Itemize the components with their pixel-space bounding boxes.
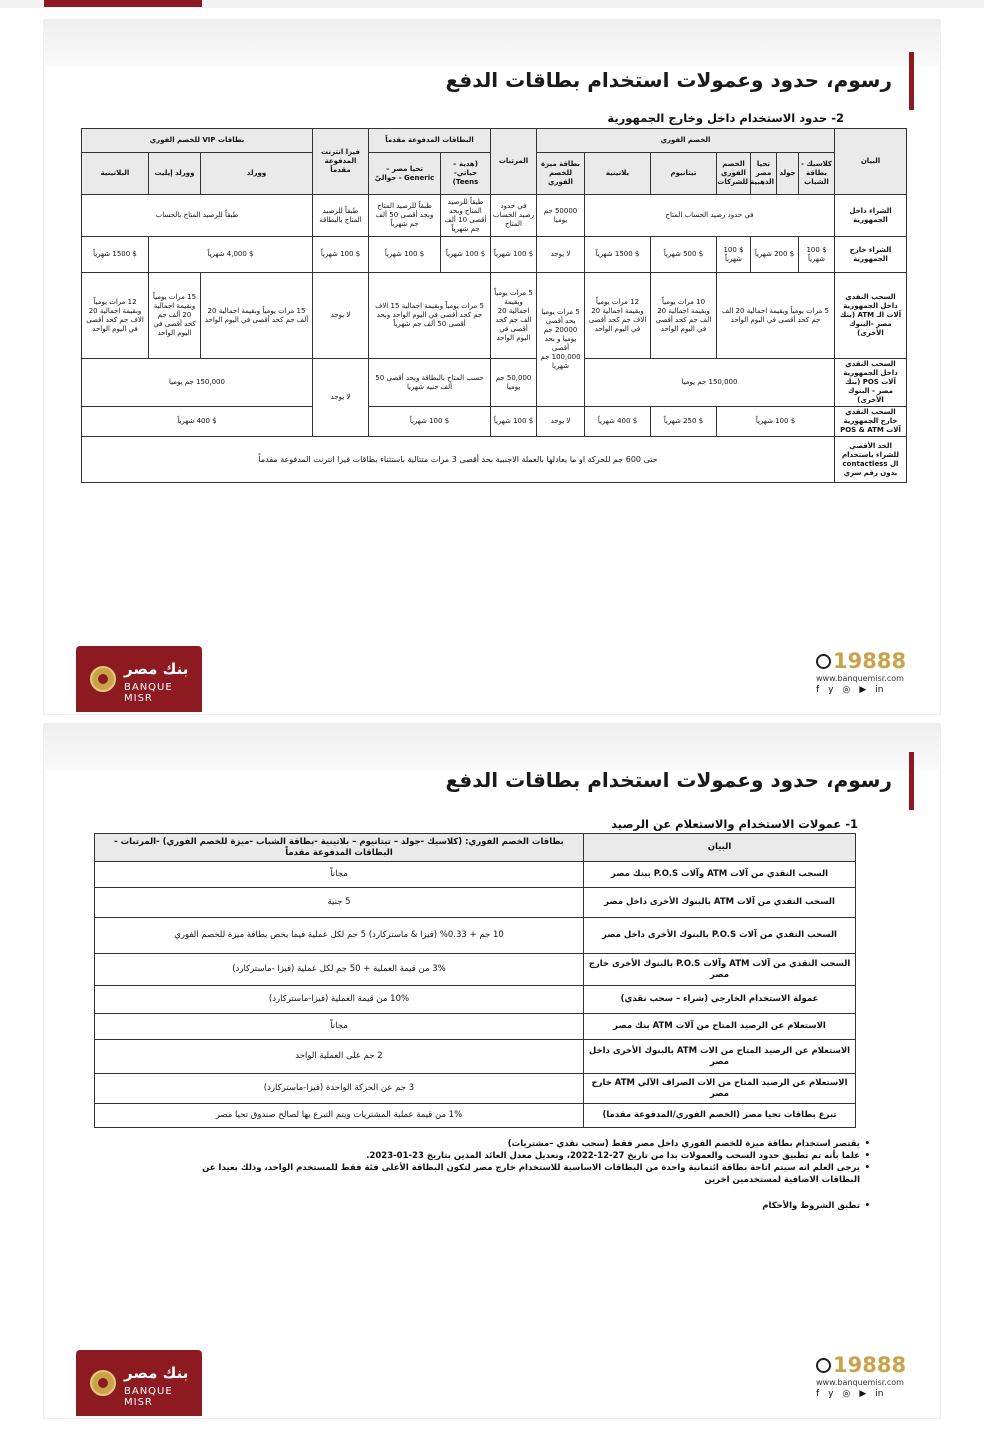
cell-abroad-generic: $ 100 شهرياً — [369, 237, 441, 273]
header-visa-internet: فيزا انترنت المدفوعة مقدماً — [313, 129, 369, 195]
fee-row-label: الاستعلام عن الرصيد المتاح من الات الصراف الآلي ATM خارج مصر — [584, 1074, 856, 1104]
cell-abroad-visa-internet: $ 100 شهرياً — [313, 237, 369, 273]
fee-row-value: 1% من قيمة عملية المشتريات ويتم التبرع بها لصالح صندوق تحيا مصر — [95, 1104, 584, 1128]
cell-abroad-titanium: $ 500 شهرياً — [651, 237, 717, 273]
subheader-generic: تحيا مصر – Generic - حواليّ — [369, 153, 441, 195]
note-item: • علما بأنه تم تطبيق حدود السحب والعمولات بدا من تاريخ 27-12-2022، وتعديل معدل العائد المدين بتاريخ 23-01-2023. — [170, 1150, 870, 1162]
page-header-band — [44, 724, 940, 770]
row-label-purchase-abroad: الشراء خارج الجمهورية — [835, 237, 907, 273]
row-label-purchase-local: الشراء داخل الجمهورية — [835, 195, 907, 237]
social-links — [816, 1389, 906, 1399]
cell-pos-debit: 150,000 جم يوميا — [585, 359, 835, 407]
header-prepaid: البطاقات المدفوعة مقدماً — [369, 129, 491, 153]
cell-abroad-vip-world: $ 4,000 شهرياً — [149, 237, 313, 273]
bank-seal-icon — [90, 666, 116, 692]
cell-abroad-meeza: لا يوجد — [537, 237, 585, 273]
cell-pos-visa-internet: لا يوجد — [313, 359, 369, 437]
cell-purchase-local-payroll: في حدود رصيد الحساب المتاح — [491, 195, 537, 237]
top-strip — [0, 0, 984, 8]
title-accent-bar — [909, 52, 914, 110]
hotline-number: 19888 — [833, 649, 907, 673]
section-title: 2- حدود الاستخدام داخل وخارج الجمهورية — [607, 111, 844, 125]
fee-row-label: السحب النقدي من آلات ATM وآلات P.O.S ببنك مصر — [584, 862, 856, 888]
subheader-corporate: الخصم الفوري للشركات — [717, 153, 751, 195]
subheader-vip-world: وورلد — [201, 153, 313, 195]
row-label-contactless: الحد الأقصى للشراء باستخدام ال contactless بدون رقم سري — [835, 437, 907, 483]
title-accent-bar — [909, 752, 914, 810]
cell-abroad-teens: $ 100 شهرياً — [441, 237, 491, 273]
document-page-1 — [44, 20, 940, 714]
document-page-2 — [44, 724, 940, 1418]
fee-row-label: تبرع بطاقات تحيا مصر (الخصم الفوري/المدفوعة مقدما) — [584, 1104, 856, 1128]
bank-logo — [76, 1350, 202, 1416]
page-header-band — [44, 20, 940, 66]
fee-row-label: عمولة الاستخدام الخارجي (شراء – سحب نقدي) — [584, 986, 856, 1014]
cell-atm-visa-internet: لا يوجد — [313, 273, 369, 359]
video-icon[interactable]: ▶ — [859, 1389, 867, 1399]
bank-logo — [76, 646, 202, 712]
facebook-icon[interactable]: f — [816, 1389, 820, 1399]
cell-cashab-platinum: $ 400 شهرياً — [585, 407, 651, 437]
instagram-icon[interactable]: ◎ — [842, 685, 851, 695]
cell-abroad-classic: $ 100 شهرياً — [799, 237, 835, 273]
cell-cashab-prepaid: $ 100 شهرياً — [369, 407, 491, 437]
row-label-cash-atm-local: السحب النقدي داخل الجمهورية آلات الـ ATM (بنك مصر -البنوك الأخرى) — [835, 273, 907, 359]
fee-row-value: 10 جم + 0.33% (فيزا & ماستركارد) 5 جم لكل عملية فيما يخص بطاقة ميزة للخصم الفوري — [95, 918, 584, 954]
cell-contactless: حتى 600 جم للحركة او ما يعادلها بالعملة الاجنبية بحد أقصى 3 مرات متتالية باستثناء بطاقات فيزا انترنت المدفوعة مقدماً — [82, 437, 835, 483]
fee-row-value: 5 جنية — [95, 888, 584, 918]
row-label-cash-pos-local: السحب النقدي داخل الجمهورية آلات POS (بنك مصر - البنوك الأخرى) — [835, 359, 907, 407]
cell-abroad-payroll: $ 100 شهرياً — [491, 237, 537, 273]
facebook-icon[interactable]: f — [816, 685, 820, 695]
cell-cashab-meeza: لا يوجد — [537, 407, 585, 437]
fee-row-label: الاستعلام عن الرصيد المتاح من آلات ATM بنك مصر — [584, 1014, 856, 1040]
cell-purchase-local-teens: طبقاً للرصيد المتاح وبحد أقصى 10 ألف جم شهرياً — [441, 195, 491, 237]
cell-cashab-titanium: $ 250 شهرياً — [651, 407, 717, 437]
top-strip-accent — [44, 0, 202, 7]
subheader-titanium: تيتانيوم — [651, 153, 717, 195]
fee-row-value: مجاناً — [95, 862, 584, 888]
header-item: البيان — [835, 129, 907, 195]
cell-cashab-payroll: $ 100 شهرياً — [491, 407, 537, 437]
fee-row-label: السحب النقدي من آلات ATM بالبنوك الأخرى داخل مصر — [584, 888, 856, 918]
usage-limits-table — [81, 128, 907, 483]
subheader-classic: كلاسيك - بطاقة الشباب — [799, 153, 835, 195]
social-links — [816, 685, 906, 695]
cell-atm-vip-platinum: 12 مرات يومياً وبقيمة اجمالية 20 الاف جم كحد أقصى في اليوم الواحد — [82, 273, 149, 359]
subheader-vip-world-elite: وورلد إيليت — [149, 153, 201, 195]
hotline-number: 19888 — [833, 1353, 907, 1377]
logo-english-text: BANQUE MISR — [124, 1386, 173, 1408]
cell-atm-classic-corp: 5 مرات يومياً وبقيمة اجمالية 20 الف جم كحد أقصى في اليوم الواحد — [717, 273, 835, 359]
cell-purchase-local-meeza: 50000 جم يوميا — [537, 195, 585, 237]
cell-cashab-classic-corp: $ 100 شهرياً — [717, 407, 835, 437]
hotline-icon — [816, 1358, 831, 1373]
cell-purchase-local-vip: طبقاً للرصيد المتاح بالحساب — [82, 195, 313, 237]
page-title: رسوم، حدود وعمولات استخدام بطاقات الدفع — [445, 68, 892, 92]
logo-english-text: BANQUE MISR — [124, 682, 173, 704]
note-item: • تطبق الشروط والأحكام — [170, 1200, 870, 1212]
linkedin-icon[interactable]: in — [875, 685, 884, 695]
header-debit: الخصم الفوري — [537, 129, 835, 153]
subheader-teens: (هدية – حياتي- Teens) — [441, 153, 491, 195]
subheader-platinum: بلاتينية — [585, 153, 651, 195]
cell-atm-prepaid: 5 مرات يومياً وبقيمة اجمالية 15 الاف جم كحد أقصى في اليوم الواحد وبحد أقصى 50 ألف جم شهرياً — [369, 273, 491, 359]
cell-purchase-local-visa-internet: طبقاً للرصيد المتاح بالبطاقة — [313, 195, 369, 237]
cell-atm-vip-elite: 15 مرات يومياً وبقيمة اجمالية 20 ألف جم كحد أقصى في اليوم الواحد — [149, 273, 201, 359]
header-item: البيان — [584, 834, 856, 862]
cell-abroad-gold-tahya: $ 200 شهرياً — [751, 237, 799, 273]
subheader-tahya-masr: تحيا مصر الذهبية — [751, 153, 777, 195]
header-vip: بطاقات VIP للخصم الفوري — [82, 129, 313, 153]
header-cards: بطاقات الخصم الفوري: (كلاسيك -جولد – تيتانيوم – بلاتينية -بطاقة الشباب -ميزة للخصم الفوري) -المرتبات - البطاقات المدفوعة مقدماً — [95, 834, 584, 862]
cell-atm-payroll: 5 مرات يومياً وبقيمة اجمالية 20 الف جم كحد أقصى في اليوم الواحد — [491, 273, 537, 359]
notes-list — [170, 1138, 870, 1212]
fee-row-label: السحب النقدي من آلات P.O.S بالبنوك الأخرى داخل مصر — [584, 918, 856, 954]
linkedin-icon[interactable]: in — [875, 1389, 884, 1399]
header-payroll: المرتبات — [491, 129, 537, 195]
page-title: رسوم، حدود وعمولات استخدام بطاقات الدفع — [445, 768, 892, 792]
note-item: • يرجى العلم انه سيتم اتاحة بطاقة ائتمانية واحدة من البطاقات الاساسية للاستخدام خارج مصر لتكون البطاقة الأعلى فئة فقط للمستخدم الواحد، وذلك بعيدا عن البطاقات الاضافية لمستخدمين اخرين — [170, 1162, 870, 1186]
cell-atm-meeza: 5 مرات يوميا بحد أقصى 20000 جم يوميا و بحد أقصى 100,000 جم شهريا — [537, 273, 585, 407]
cell-abroad-corporate: $ 100 شهرياً — [717, 237, 751, 273]
section-title: 1- عمولات الاستخدام والاستعلام عن الرصيد — [611, 817, 858, 831]
hotline — [816, 1353, 906, 1377]
hotline-block — [816, 1353, 906, 1399]
row-label-cash-abroad: السحب النقدي خارج الجمهورية آلات POS & ATM — [835, 407, 907, 437]
fee-row-value: 3% من قيمة العملية + 50 جم لكل عملية (فيزا -ماستركارد) — [95, 954, 584, 986]
youtube-icon[interactable]: y — [828, 685, 834, 695]
note-item: • يقتصر استخدام بطاقة ميزة للخصم الفوري داخل مصر فقط (سحب نقدي –مشتريات) — [170, 1138, 870, 1150]
fee-row-label: السحب النقدي من آلات ATM وآلات P.O.S بالبنوك الأخرى خارج مصر — [584, 954, 856, 986]
cell-atm-titanium: 10 مرات يومياً وبقيمة اجمالية 20 الف جم كحد أقصى في اليوم الواحد — [651, 273, 717, 359]
fee-row-value: 3 جم عن الحركة الواحدة (فيزا-ماستركارد) — [95, 1074, 584, 1104]
fee-row-label: الاستعلام عن الرصيد المتاح من الات ATM بالبنوك الأخرى داخل مصر — [584, 1040, 856, 1074]
fee-row-value: 10% من قيمة العملية (فيزا-ماستركارد) — [95, 986, 584, 1014]
cell-purchase-local-generic: طبقاً للرصيد المتاح وبحد أقصى 50 ألف جم شهرياً — [369, 195, 441, 237]
fee-row-value: مجاناً — [95, 1014, 584, 1040]
cell-pos-payroll: 50,000 جم يوميا — [491, 359, 537, 407]
cell-atm-platinum: 12 مرات يومياً وبقيمة اجمالية 20 الاف جم كحد أقصى في اليوم الواحد — [585, 273, 651, 359]
cell-abroad-platinum: $ 1500 شهرياً — [585, 237, 651, 273]
hotline-icon — [816, 654, 831, 669]
website-link[interactable]: www.banquemisr.com — [816, 1378, 904, 1387]
bank-seal-icon — [90, 1370, 116, 1396]
subheader-vip-platinum: البلاتينية — [82, 153, 149, 195]
fees-table — [94, 833, 856, 1128]
cell-pos-prepaid: حسب المتاح بالبطاقة وبحد أقصى 50 ألف جنيه شهريا — [369, 359, 491, 407]
video-icon[interactable]: ▶ — [859, 685, 867, 695]
cell-abroad-vip-platinum: $ 1500 شهرياً — [82, 237, 149, 273]
cell-pos-vip: 150,000 جم يوميا — [82, 359, 313, 407]
logo-arabic-text: بنك مصر — [124, 660, 189, 678]
cell-cashab-vip: $ 400 شهرياً — [82, 407, 313, 437]
instagram-icon[interactable]: ◎ — [842, 1389, 851, 1399]
cell-purchase-local-debit: في حدود رصيد الحساب المتاح — [585, 195, 835, 237]
logo-arabic-text: بنك مصر — [124, 1364, 189, 1382]
cell-atm-vip-world: 15 مرات يومياً وبقيمة اجمالية 20 ألف جم كحد أقصى في اليوم الواحد — [201, 273, 313, 359]
youtube-icon[interactable]: y — [828, 1389, 834, 1399]
subheader-meeza: بطاقة ميزة للخصم الفوري — [537, 153, 585, 195]
website-link[interactable]: www.banquemisr.com — [816, 674, 904, 683]
subheader-gold: جولد — [777, 153, 799, 195]
fee-row-value: 2 جم على العملية الواحد — [95, 1040, 584, 1074]
hotline-block — [816, 649, 906, 695]
hotline — [816, 649, 906, 673]
